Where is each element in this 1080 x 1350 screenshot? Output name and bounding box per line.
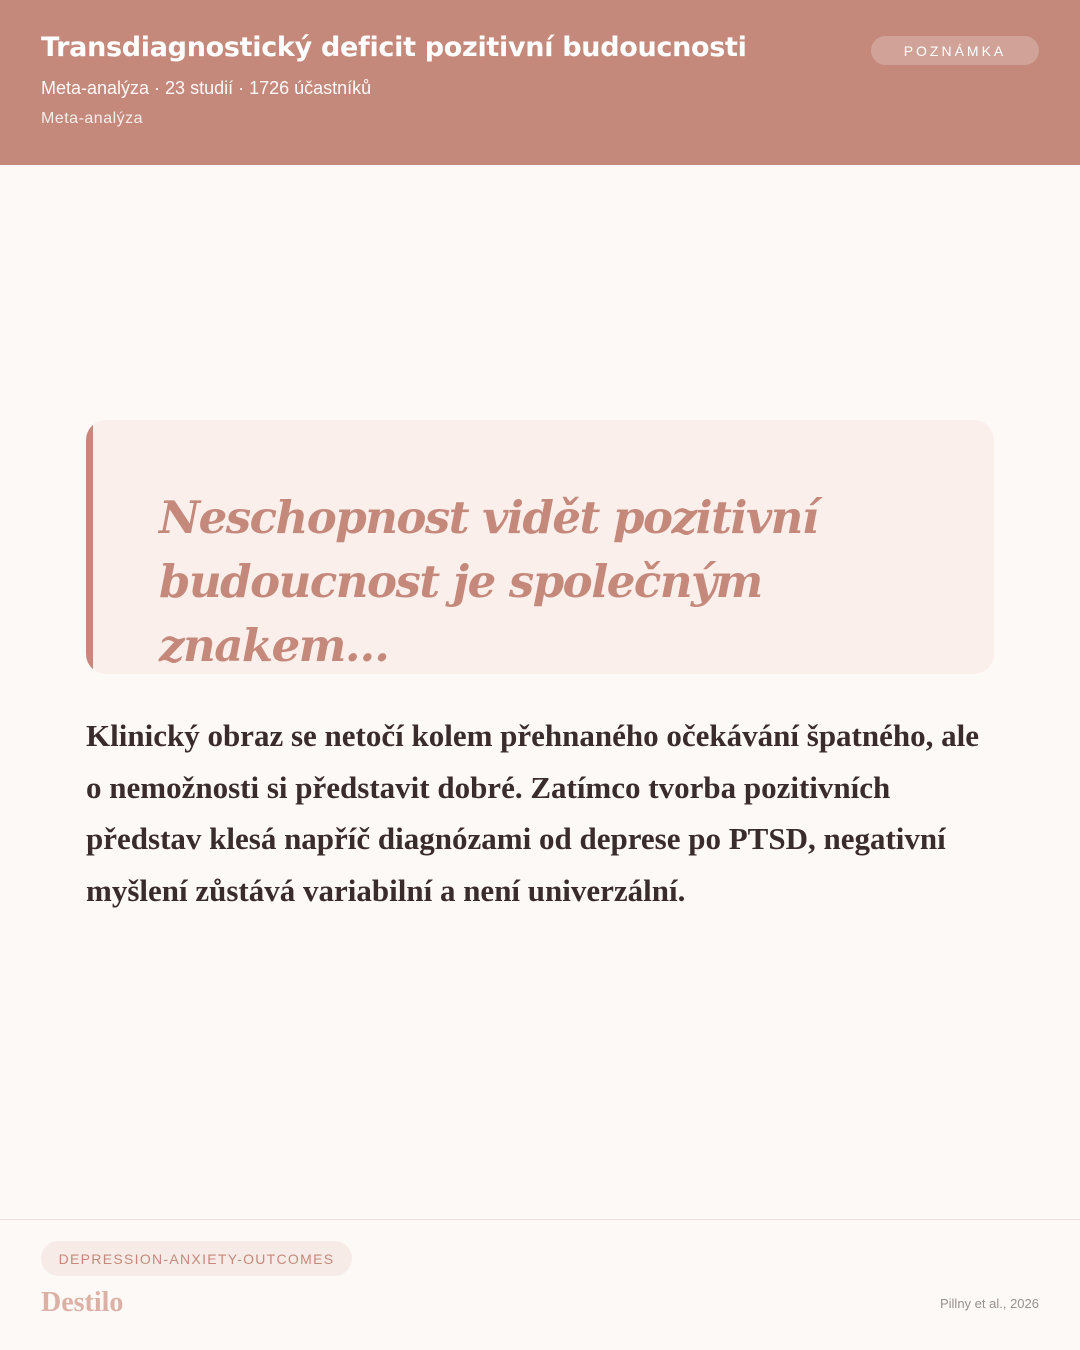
- citation: Pillny et al., 2026: [939, 1296, 1039, 1311]
- note-badge: POZNÁMKA: [871, 36, 1039, 65]
- header-banner: [0, 0, 1080, 165]
- brand-logo: Destilo: [41, 1287, 124, 1318]
- pull-quote-text: Neschopnost vidět pozitivní budoucnost je společným znakem…: [159, 491, 818, 672]
- study-type-label: Meta-analýza: [41, 110, 144, 127]
- quote-accent-bar: [86, 420, 93, 674]
- topic-tag[interactable]: DEPRESSION-ANXIETY-OUTCOMES: [41, 1241, 352, 1276]
- body-paragraph: Klinický obraz se netočí kolem přehnaného očekávání špatného, ale o nemožnosti si představit dobré. Zatímco tvorba pozitivních představ klesá napříč diagnózami od deprese po PTSD, negativní myšlení zůstává variabilní a není univerzální.: [86, 718, 979, 908]
- footer-divider: [0, 1219, 1080, 1220]
- page-title: Transdiagnostický deficit pozitivní budoucnosti: [41, 32, 747, 63]
- pull-quote: [86, 420, 994, 674]
- study-meta: Meta-analýza · 23 studií · 1726 účastníků: [41, 78, 372, 98]
